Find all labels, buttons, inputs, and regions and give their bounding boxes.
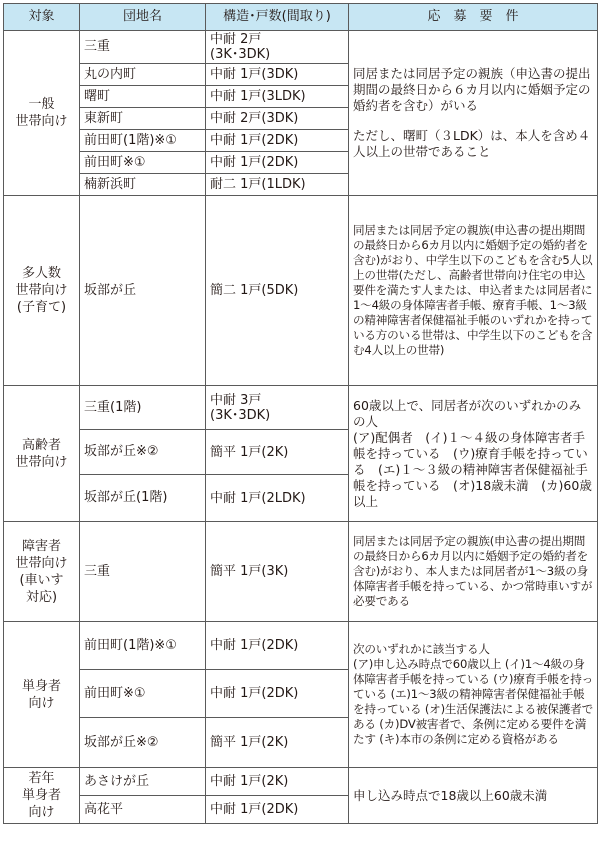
table-row [4,196,598,386]
estate-name: 前田町(1階)※① [80,130,206,152]
estate-name: 坂部が丘※② [80,718,206,768]
target-large-family: 多人数 世帯向け (子育て) [4,196,80,386]
table-row [4,622,598,670]
structure-cell: 耐二 1戸(1LDK) [206,174,349,196]
estate-name: 楠新浜町 [80,174,206,196]
structure-cell: 中耐 1戸(2K) [206,768,349,796]
estate-name: 前田町※① [80,670,206,718]
target-single: 単身者 向け [4,622,80,768]
structure-cell: 中耐 1戸(2DK) [206,622,349,670]
structure-cell: 中耐 3戸 (3K･3DK) [206,386,349,430]
estate-name: 三重 [80,31,206,64]
table-row [4,522,598,622]
structure-cell: 中耐 1戸(2DK) [206,796,349,824]
structure-cell: 中耐 2戸 (3K･3DK) [206,31,349,64]
estate-name: 丸の内町 [80,64,206,86]
target-general: 一般 世帯向け [4,31,80,196]
target-young-single: 若年 単身者 向け [4,768,80,824]
estate-name: 三重(1階) [80,386,206,430]
table-row [4,31,598,64]
estate-name: 三重 [80,522,206,622]
header-structure: 構造･戸数(間取り) [206,4,349,31]
requirements-general: 同居または同居予定の親族（申込書の提出期間の最終日から６カ月以内に婚姻予定の婚約者を含む）がいる ただし、曙町（３LDK）は、本人を含め４人以上の世帯であること [349,31,598,196]
header-target: 対象 [4,4,80,31]
header-row [4,4,598,31]
estate-name: 曙町 [80,86,206,108]
structure-cell: 中耐 1戸(2DK) [206,670,349,718]
structure-cell: 簡二 1戸(5DK) [206,196,349,386]
header-estate: 団地名 [80,4,206,31]
structure-cell: 中耐 1戸(2DK) [206,130,349,152]
structure-cell: 簡平 1戸(2K) [206,430,349,475]
requirements-large-family: 同居または同居予定の親族(申込書の提出期間の最終日から6カ月以内に婚姻予定の婚約者を含む)がおり、中学生以下のこどもを含む5人以上の世帯(ただし、高齢者世帯向け住宅の申込要件を満たす人または、申込者または同居者に1～4級の身体障害者手帳、療育手帳、1～3級の精神障害者保健福祉手帳のいずれかを持っている方のいる世帯は、中学生以下のこどもを含む4人以上の世帯) [349,196,598,386]
structure-cell: 中耐 1戸(3LDK) [206,86,349,108]
estate-name: 坂部が丘(1階) [80,475,206,522]
estate-name: 高花平 [80,796,206,824]
estate-name: 東新町 [80,108,206,130]
requirements-young-single: 申し込み時点で18歳以上60歳未満 [349,768,598,824]
estate-name: 坂部が丘※② [80,430,206,475]
requirements-elderly: 60歳以上で、同居者が次のいずれかのみの人 (ア)配偶者 (イ)１～４級の身体障害者手帳を持っている (ウ)療育手帳を持っている (エ)１～３級の精神障害者保健福祉手帳を持っている (オ)18歳未満 (カ)60歳以上 [349,386,598,522]
structure-cell: 中耐 1戸(2DK) [206,152,349,174]
structure-cell: 中耐 2戸(3DK) [206,108,349,130]
structure-cell: 中耐 1戸(3DK) [206,64,349,86]
housing-requirements-table [3,3,598,824]
estate-name: 前田町※① [80,152,206,174]
requirements-disabled: 同居または同居予定の親族(申込書の提出期間の最終日から6カ月以内に婚姻予定の婚約者を含む)がおり、本人または同居者が1～3級の身体障害者手帳を持っている、かつ常時車いすが必要である [349,522,598,622]
header-requirements: 応 募 要 件 [349,4,598,31]
estate-name: 坂部が丘 [80,196,206,386]
table-row [4,768,598,796]
estate-name: 前田町(1階)※① [80,622,206,670]
requirements-single: 次のいずれかに該当する人 (ア)申し込み時点で60歳以上 (イ)1～4級の身体障害者手帳を持っている (ウ)療育手帳を持っている (エ)1～3級の精神障害者保健福祉手帳を持っている (オ)生活保護法による被保護者である (カ)DV被害者で、条例に定める要件を満たす (キ)本市の条例に定める資格がある [349,622,598,768]
estate-name: あさけが丘 [80,768,206,796]
structure-cell: 簡平 1戸(2K) [206,718,349,768]
target-elderly: 高齢者 世帯向け [4,386,80,522]
target-disabled: 障害者 世帯向け (車いす 対応) [4,522,80,622]
structure-cell: 簡平 1戸(3K) [206,522,349,622]
structure-cell: 中耐 1戸(2LDK) [206,475,349,522]
table-row [4,386,598,430]
